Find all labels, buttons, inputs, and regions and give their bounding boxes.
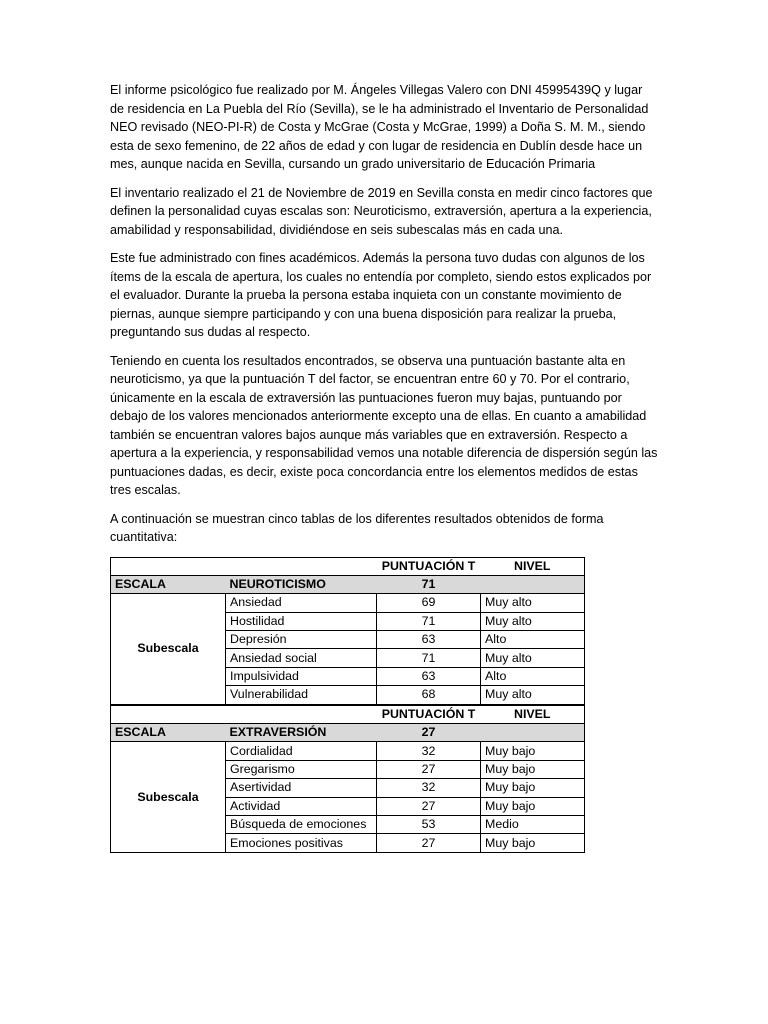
subscale-score: 32 [377, 742, 481, 760]
scale-score: 27 [377, 724, 481, 742]
subscale-name: Asertividad [226, 779, 377, 797]
subscale-level: Muy bajo [481, 834, 585, 852]
subscale-name: Cordialidad [226, 742, 377, 760]
table-row [111, 594, 585, 612]
subscale-label: Subescala [111, 742, 226, 852]
table-header-row [111, 557, 585, 575]
subscale-score: 27 [377, 760, 481, 778]
subscale-name: Depresión [226, 631, 377, 649]
paragraph-tables-intro: A continuación se muestran cinco tablas de los diferentes resultados obtenidos de forma cuantitativa: [110, 511, 604, 544]
subscale-name: Vulnerabilidad [226, 686, 377, 704]
subscale-score: 63 [377, 667, 481, 685]
subscale-level: Muy bajo [481, 779, 585, 797]
subscale-level: Muy bajo [481, 742, 585, 760]
subscale-score: 27 [377, 834, 481, 852]
header-score: PUNTUACIÓN T [377, 557, 481, 575]
subscale-score: 68 [377, 686, 481, 704]
table-row [111, 742, 585, 760]
subscale-level: Alto [481, 667, 585, 685]
paragraph-intro: El informe psicológico fue realizado por M. Ángeles Villegas Valero con DNI 45995439Q y lugar de residencia en La Puebla del Río (Sevilla), se le ha administrado el Inventario de Personalidad NEO revisado (NEO-PI-R) de Costa y McGrae (Costa y McGrae, 1999) a Doña S. M. M., siendo esta de sexo femenino, de 22 años de edad y con lugar de residencia en Dublín desde hace un mes, aunque nacida en Sevilla, cursando un grado universitario de Educación Primaria [110, 83, 649, 171]
neuroticism-table [110, 557, 585, 705]
subscale-name: Ansiedad [226, 594, 377, 612]
scale-label: ESCALA [111, 724, 226, 742]
subscale-level: Muy alto [481, 594, 585, 612]
subscale-score: 63 [377, 631, 481, 649]
header-score: PUNTUACIÓN T [377, 705, 481, 723]
header-level: NIVEL [481, 705, 585, 723]
subscale-level: Alto [481, 631, 585, 649]
subscale-name: Búsqueda de emociones [226, 815, 377, 833]
subscale-score: 27 [377, 797, 481, 815]
subscale-level: Medio [481, 815, 585, 833]
document-page [110, 81, 658, 853]
subscale-score: 32 [377, 779, 481, 797]
subscale-level: Muy alto [481, 612, 585, 630]
subscale-level: Muy alto [481, 686, 585, 704]
paragraph-inventory: El inventario realizado el 21 de Noviembre de 2019 en Sevilla consta en medir cinco factores que definen la personalidad cuyas escalas son: Neuroticismo, extraversión, apertura a la experiencia, amabilidad y responsabilidad, dividiéndose en seis subescalas más en cada una. [110, 185, 653, 237]
subscale-level: Muy bajo [481, 797, 585, 815]
subscale-name: Impulsividad [226, 667, 377, 685]
scale-name: EXTRAVERSIÓN [226, 724, 377, 742]
header-level: NIVEL [481, 557, 585, 575]
scale-score: 71 [377, 575, 481, 593]
subscale-level: Muy alto [481, 649, 585, 667]
subscale-score: 71 [377, 612, 481, 630]
subscale-level: Muy bajo [481, 760, 585, 778]
subscale-name: Hostilidad [226, 612, 377, 630]
subscale-label: Subescala [111, 594, 226, 704]
scale-name: NEUROTICISMO [226, 575, 377, 593]
scale-row [111, 575, 585, 593]
paragraph-results: Teniendo en cuenta los resultados encontrados, se observa una puntuación bastante alta en neuroticismo, ya que la puntuación T del factor, se encuentran entre 60 y 70. Por el contrario, únicamente en la escala de extraversión las puntuaciones fueron muy bajas, puntuando por debajo de los valores mencionados anteriormente excepto una de ellas. En cuanto a amabilidad también se encuentran valores bajos aunque más variables que en extraversión. Respecto a apertura a la experiencia, y responsabilidad vemos una notable diferencia de dispersión según las puntuaciones dadas, es decir, existe poca concordancia entre los elementos medidos de estas tres escalas. [110, 353, 658, 497]
subscale-score: 69 [377, 594, 481, 612]
subscale-name: Gregarismo [226, 760, 377, 778]
paragraph-administration: Este fue administrado con fines académicos. Además la persona tuvo dudas con algunos de los ítems de la escala de apertura, los cuales no entendía por completo, siendo estos explicados por el evaluador. Durante la prueba la persona estaba inquieta con un constante movimiento de piernas, aunque siempre participando y con una buena disposición para realizar la prueba, preguntando sus dudas al respecto. [110, 251, 652, 339]
table-header-row [111, 705, 585, 723]
extraversion-table [110, 705, 585, 853]
subscale-score: 71 [377, 649, 481, 667]
subscale-name: Actividad [226, 797, 377, 815]
subscale-name: Emociones positivas [226, 834, 377, 852]
scale-row [111, 724, 585, 742]
subscale-name: Ansiedad social [226, 649, 377, 667]
subscale-score: 53 [377, 815, 481, 833]
scale-label: ESCALA [111, 575, 226, 593]
